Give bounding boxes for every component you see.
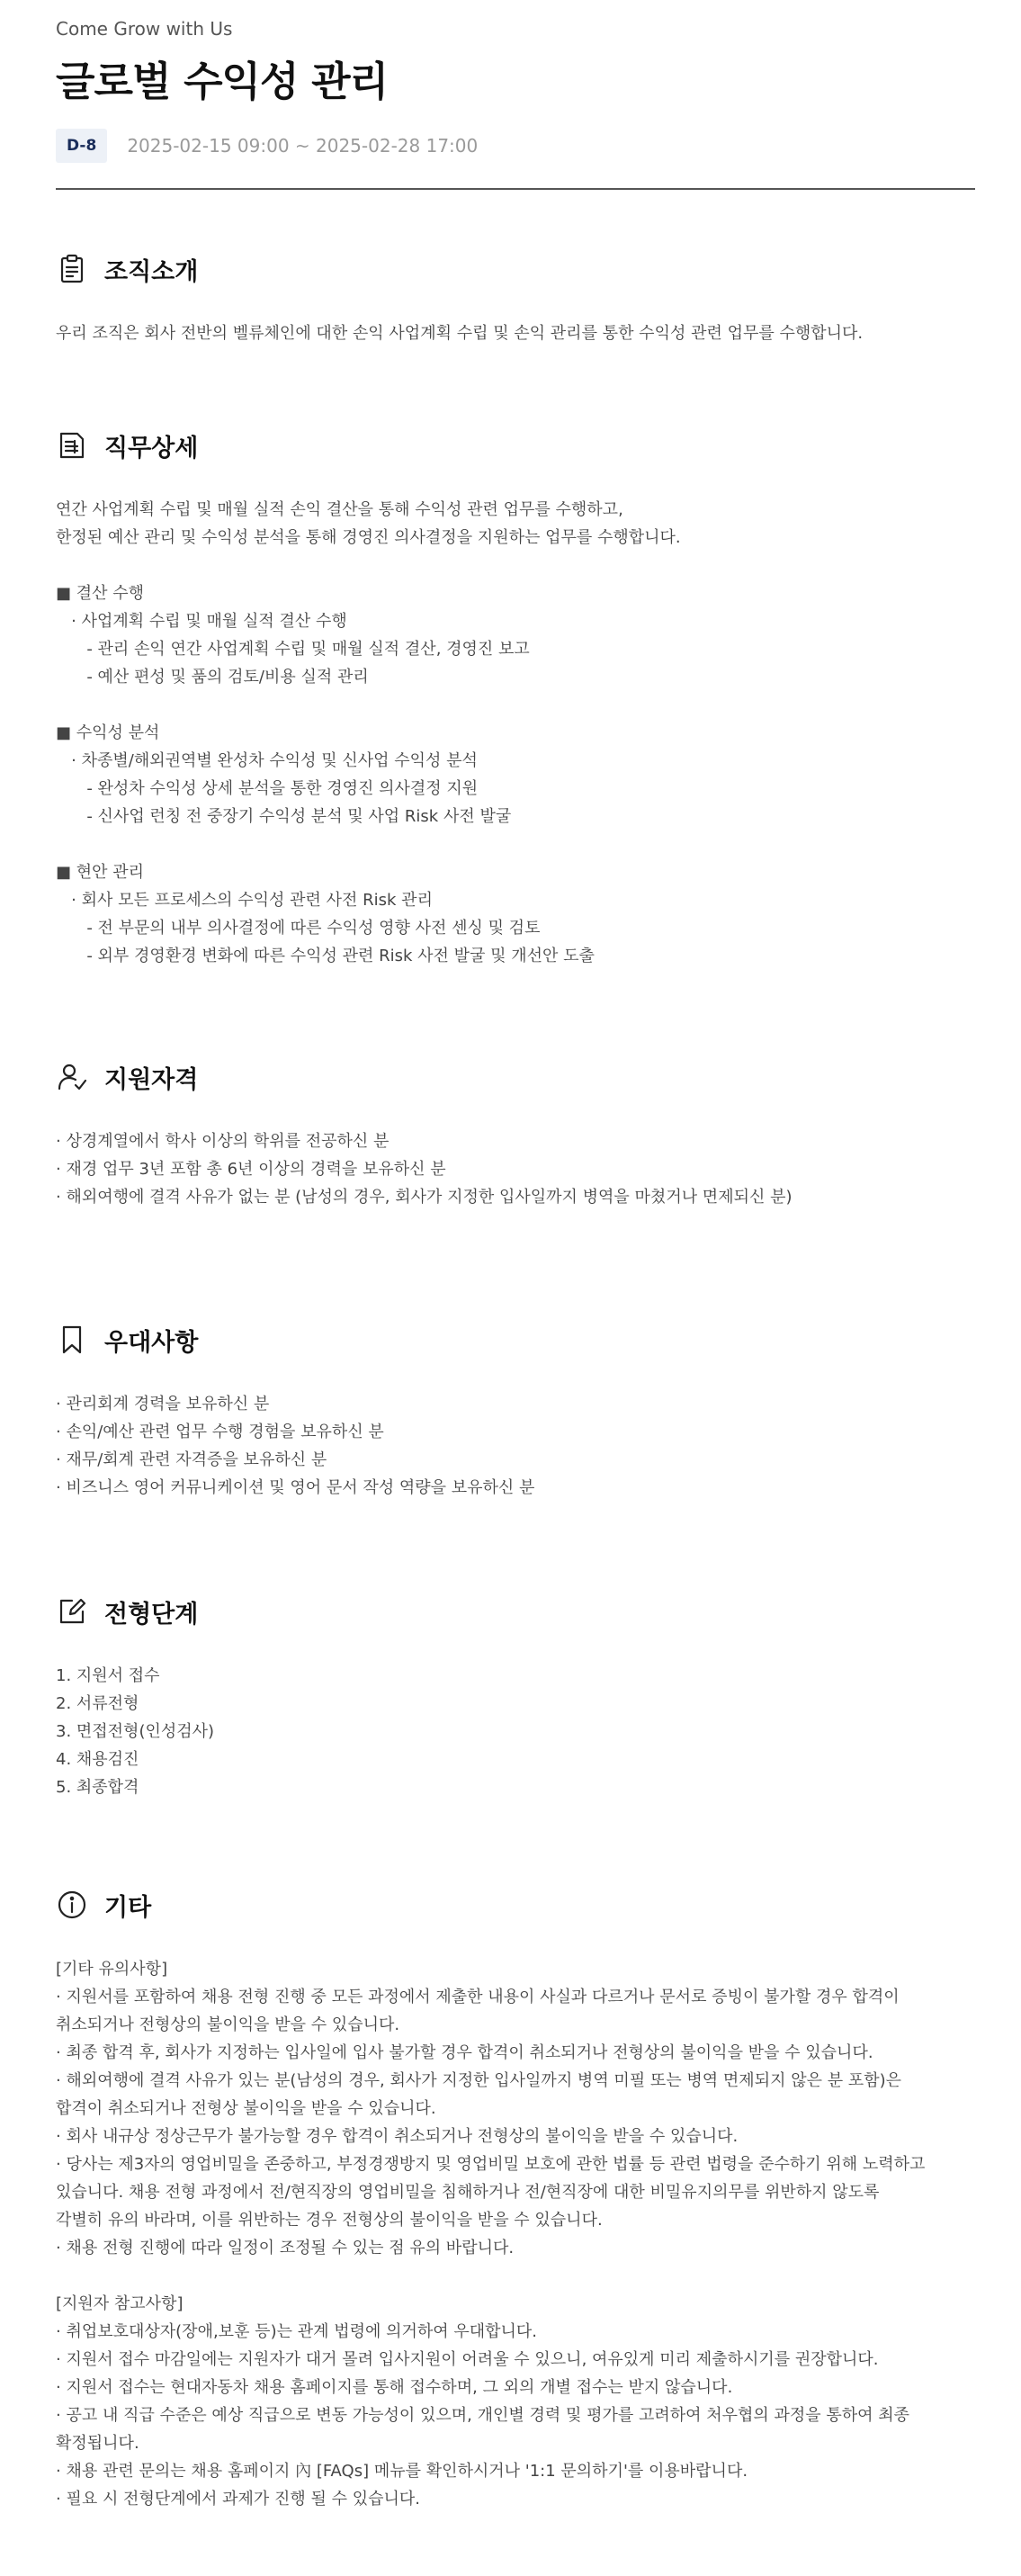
process-step: 1. 지원서 접수	[56, 1666, 160, 1685]
text-line: · 당사는 제3자의 영업비밀을 존중하고, 부정경쟁방지 및 영업비밀 보호에 관한 법률 등 관련 법령을 준수하기 위해 노력하고	[56, 2155, 926, 2174]
text-line: · 재경 업무 3년 포함 총 6년 이상의 경력을 보유하신 분	[56, 1160, 446, 1179]
text-line: 합격이 취소되거나 전형상 불이익을 받을 수 있습니다.	[56, 2099, 436, 2118]
person-check-icon	[56, 1061, 88, 1093]
section-body	[56, 1662, 975, 1801]
text-line: · 지원서 접수는 현대자동차 채용 홈페이지를 통해 접수하며, 그 외의 개별 접수는 받지 않습니다.	[56, 2378, 733, 2397]
section-header	[56, 1887, 975, 1923]
text-line: · 사업계획 수립 및 매월 실적 결산 수행	[56, 612, 347, 631]
text-line: 한정된 예산 관리 및 수익성 분석을 통해 경영진 의사결정을 지원하는 업무를 수행합니다.	[56, 528, 681, 547]
text-line: [지원자 참고사항]	[56, 2294, 184, 2313]
text-line: · 취업보호대상자(장애,보훈 등)는 관계 법령에 의거하여 우대합니다.	[56, 2322, 538, 2341]
text-line: · 채용 전형 진행에 따라 일정이 조정될 수 있는 점 유의 바랍니다.	[56, 2239, 515, 2257]
text-line: 각별히 유의 바라며, 이를 위반하는 경우 전형상의 불이익을 받을 수 있습니다.	[56, 2211, 603, 2230]
text-line: ■ 결산 수행	[56, 584, 145, 603]
process-step: 5. 최종합격	[56, 1778, 139, 1797]
text-line: · 관리회계 경력을 보유하신 분	[56, 1395, 270, 1414]
text-line: - 예산 편성 및 품의 검토/비용 실적 관리	[56, 668, 369, 687]
process-step: 2. 서류전형	[56, 1694, 139, 1713]
text-line: - 완성차 수익성 상세 분석을 통한 경영진 의사결정 지원	[56, 779, 479, 798]
section-body	[56, 1955, 975, 2513]
process-step: 4. 채용검진	[56, 1750, 139, 1769]
text-line: · 최종 합격 후, 회사가 지정하는 입사일에 입사 불가할 경우 합격이 취소되거나 전형상의 불이익을 받을 수 있습니다.	[56, 2043, 873, 2062]
section-body	[56, 1127, 975, 1211]
section-process	[56, 1593, 975, 1801]
eyebrow-text: Come Grow with Us	[56, 18, 233, 40]
document-icon	[56, 429, 88, 462]
section-title: 직무상세	[104, 434, 199, 462]
section-body	[56, 319, 975, 347]
text-line: ■ 수익성 분석	[56, 723, 160, 742]
text-line: 확정됩니다.	[56, 2434, 139, 2453]
section-etc	[56, 1887, 975, 2513]
section-title: 지원자격	[104, 1065, 199, 1094]
section-title: 기타	[104, 1893, 152, 1922]
text-line: - 신사업 런칭 전 중장기 수익성 분석 및 사업 Risk 사전 발굴	[56, 807, 512, 826]
text-line: · 해외여행에 결격 사유가 없는 분 (남성의 경우, 회사가 지정한 입사일까지 병역을 마쳤거나 면제되신 분)	[56, 1188, 793, 1207]
posting-meta	[56, 128, 478, 164]
section-header	[56, 1322, 975, 1358]
text-line: ■ 현안 관리	[56, 863, 145, 882]
text-line: · 손익/예산 관련 업무 수행 경험을 보유하신 분	[56, 1423, 384, 1441]
text-line: · 공고 내 직급 수준은 예상 직급으로 변동 가능성이 있으며, 개인별 경력 및 평가를 고려하여 처우협의 과정을 통하여 최종	[56, 2406, 910, 2425]
section-org	[56, 251, 975, 347]
section-body	[56, 496, 975, 970]
text-line: · 해외여행에 결격 사유가 있는 분(남성의 경우, 회사가 지정한 입사일까지 병역 미필 또는 병역 면제되지 않은 분 포함)은	[56, 2071, 901, 2090]
text-line: 있습니다. 채용 전형 과정에서 전/현직장의 영업비밀을 침해하거나 전/현직장에 대한 비밀유지의무를 위반하지 않도록	[56, 2183, 880, 2202]
section-qualifications	[56, 1059, 975, 1211]
section-header	[56, 251, 975, 287]
blank-line	[56, 552, 975, 579]
dday-badge: D-8	[56, 129, 107, 163]
text-line: 취소되거나 전형상의 불이익을 받을 수 있습니다.	[56, 2015, 400, 2034]
text-line: 우리 조직은 회사 전반의 벨류체인에 대한 손익 사업계획 수립 및 손익 관리를 통한 수익성 관련 업무를 수행합니다.	[56, 324, 864, 343]
text-line: - 관리 손익 연간 사업계획 수립 및 매월 실적 결산, 경영진 보고	[56, 640, 530, 659]
bookmark-icon	[56, 1324, 88, 1356]
section-header	[56, 1593, 975, 1629]
text-line: · 필요 시 전형단계에서 과제가 진행 될 수 있습니다.	[56, 2490, 420, 2509]
section-preferences	[56, 1322, 975, 1502]
section-title: 전형단계	[104, 1600, 199, 1629]
text-line: · 지원서를 포함하여 채용 전형 진행 중 모든 과정에서 제출한 내용이 사실과 다르거나 문서로 증빙이 불가할 경우 합격이	[56, 1988, 900, 2006]
text-line: · 차종별/해외권역별 완성차 수익성 및 신사업 수익성 분석	[56, 751, 478, 770]
process-step: 3. 면접전형(인성검사)	[56, 1722, 215, 1741]
text-line: - 전 부문의 내부 의사결정에 따른 수익성 영향 사전 센싱 및 검토	[56, 919, 541, 938]
blank-line	[56, 691, 975, 719]
text-line: · 회사 내규상 정상근무가 불가능할 경우 합격이 취소되거나 전형상의 불이익을 받을 수 있습니다.	[56, 2127, 739, 2146]
section-header	[56, 427, 975, 463]
info-icon	[56, 1889, 88, 1921]
text-line: - 외부 경영환경 변화에 따른 수익성 관련 Risk 사전 발굴 및 개선안 도출	[56, 947, 595, 965]
text-line: · 재무/회계 관련 자격증을 보유하신 분	[56, 1450, 327, 1469]
edit-icon	[56, 1595, 88, 1628]
text-line: · 회사 모든 프로세스의 수익성 관련 사전 Risk 관리	[56, 891, 433, 910]
text-line: · 채용 관련 문의는 채용 홈페이지 內 [FAQs] 메뉴를 확인하시거나 '1:1 문의하기'를 이용바랍니다.	[56, 2462, 748, 2481]
text-line: 연간 사업계획 수립 및 매월 실적 손익 결산을 통해 수익성 관련 업무를 수행하고,	[56, 500, 623, 519]
text-line: · 지원서 접수 마감일에는 지원자가 대거 몰려 입사지원이 어려울 수 있으니, 여유있게 미리 제출하시기를 권장합니다.	[56, 2350, 879, 2369]
text-line: · 상경계열에서 학사 이상의 학위를 전공하신 분	[56, 1132, 390, 1151]
section-body	[56, 1390, 975, 1502]
blank-line	[56, 830, 975, 858]
text-line: [기타 유의사항]	[56, 1960, 168, 1979]
section-header	[56, 1059, 975, 1095]
section-title: 우대사항	[104, 1328, 199, 1357]
header-divider	[56, 188, 975, 190]
application-period: 2025-02-15 09:00 ~ 2025-02-28 17:00	[127, 135, 479, 157]
page-title: 글로벌 수익성 관리	[56, 58, 389, 105]
section-duty	[56, 427, 975, 970]
blank-line	[56, 2262, 975, 2290]
section-title: 조직소개	[104, 257, 199, 286]
text-line: · 비즈니스 영어 커뮤니케이션 및 영어 문서 작성 역량을 보유하신 분	[56, 1478, 535, 1497]
clipboard-icon	[56, 253, 88, 285]
